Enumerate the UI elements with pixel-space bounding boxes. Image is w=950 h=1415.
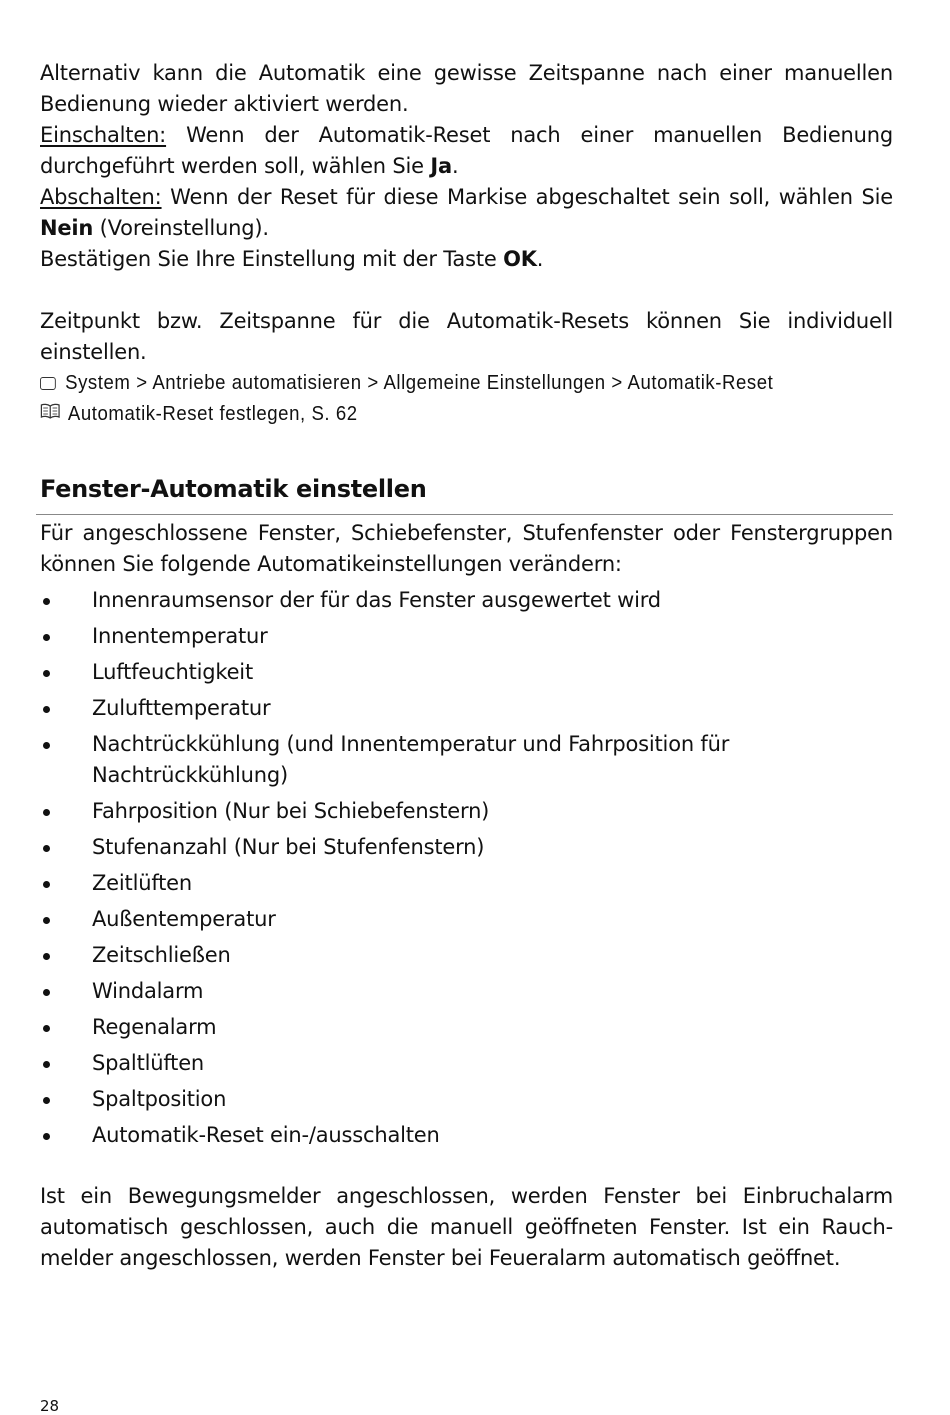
list-item-text: Luftfeuchtigkeit: [92, 660, 253, 684]
page-content: [40, 58, 893, 1274]
list-item-text: Zeitschließen: [92, 943, 231, 967]
list-item-text: Fahrposition (Nur bei Schiebefenstern): [92, 799, 490, 823]
bullet-icon: [43, 953, 50, 960]
abschalten-paragraph: [40, 182, 893, 244]
bullet-icon: [43, 706, 50, 713]
einschalten-paragraph: [40, 120, 893, 182]
confirm-paragraph: [40, 244, 893, 275]
list-item: [40, 940, 893, 971]
bullet-icon: [43, 809, 50, 816]
bullet-icon: [43, 670, 50, 677]
book-icon: [40, 399, 60, 430]
list-item-text: Spaltlüften: [92, 1051, 205, 1075]
abschalten-value: Nein: [40, 216, 94, 240]
list-item: [40, 1084, 893, 1115]
bullet-icon: [43, 845, 50, 852]
list-item: [40, 904, 893, 935]
abschalten-label: Abschalten:: [40, 185, 162, 209]
intro-paragraph: Alternativ kann die Automatik eine gewisse Zeitspanne nach einer manuellen Bedienung wieder aktiviert werden.: [40, 61, 893, 116]
bullet-icon: [43, 881, 50, 888]
list-item-text: Innentemperatur: [92, 624, 268, 648]
einschalten-label: Einschalten:: [40, 123, 167, 147]
bullet-icon: [43, 917, 50, 924]
list-item: [40, 796, 893, 827]
menu-path-line: [40, 368, 833, 399]
list-item-text: Regenalarm: [92, 1015, 217, 1039]
section-lead: Für angeschlossene Fenster, Schiebefenster, Stufenfenster oder Fenstergruppen können Sie folgende Automatikeinstellungen verändern:: [40, 521, 893, 576]
list-item-text: Zeitlüften: [92, 871, 193, 895]
screen-icon: [40, 377, 56, 390]
list-item-text: Automatik-Reset ein-/ausschalten: [92, 1123, 440, 1147]
list-item: [40, 868, 893, 899]
list-item: [40, 1012, 893, 1043]
bullet-icon: [43, 742, 50, 749]
list-item-text: Windalarm: [92, 979, 204, 1003]
confirm-end: .: [536, 247, 544, 271]
list-item: [40, 621, 893, 652]
list-item: [40, 1120, 893, 1151]
list-item: [40, 1048, 893, 1079]
bullet-icon: [43, 634, 50, 641]
bullet-icon: [43, 1025, 50, 1032]
menu-path: System > Antriebe automatisieren > Allgemeine Einstellungen > Automatik-Reset: [65, 372, 774, 394]
bullet-icon: [43, 1133, 50, 1140]
list-item-text: Zulufttemperatur: [92, 696, 271, 720]
einschalten-end: .: [451, 154, 459, 178]
confirm-text: Bestätigen Sie Ihre Einstellung mit der Taste: [40, 247, 504, 271]
bullet-icon: [43, 989, 50, 996]
list-item: [40, 976, 893, 1007]
page-number: 28: [40, 1397, 60, 1415]
abschalten-text: Wenn der Reset für diese Markise abgeschaltet sein soll, wählen Sie: [161, 185, 893, 209]
einschalten-value: Ja: [430, 154, 452, 178]
bullet-icon: [43, 1061, 50, 1068]
reference-line: [40, 399, 833, 430]
section-heading: Fenster-Automatik einstellen: [40, 475, 427, 503]
abschalten-end: (Voreinstellung).: [93, 216, 269, 240]
list-item-text: Außentemperatur: [92, 907, 276, 931]
einschalten-text: Wenn der Automatik-Reset nach einer manuellen Bedienung durchgeführt werden soll, wählen Sie: [40, 123, 893, 178]
list-item-text: Innenraumsensor der für das Fenster ausgewertet wird: [92, 588, 661, 612]
bullet-icon: [43, 598, 50, 605]
list-item-text: Stufenanzahl (Nur bei Stufenfenstern): [92, 835, 485, 859]
list-item: [40, 832, 893, 863]
list-item: [40, 729, 893, 791]
automation-settings-list: [40, 585, 893, 1151]
heading-divider: [36, 514, 893, 515]
individual-paragraph: Zeitpunkt bzw. Zeitspanne für die Automatik-Resets können Sie individuell einstellen.: [40, 309, 893, 364]
bullet-icon: [43, 1097, 50, 1104]
reference-text: Automatik-Reset festlegen, S. 62: [67, 403, 358, 425]
list-item-text: Spaltposition: [92, 1087, 227, 1111]
closing-paragraph: Ist ein Bewegungsmelder angeschlossen, werden Fenster bei Einbruchalarm automatisch geschlossen, auch die manuell geöffneten Fenster. Ist ein Rauch-melder angeschlossen, werden Fenster bei Feueralarm automatisch geöffnet.: [40, 1184, 893, 1270]
list-item: [40, 657, 893, 688]
list-item-text: Nachtrückkühlung (und Innentemperatur und Fahrposition für Nachtrückkühlung): [92, 732, 730, 787]
list-item: [40, 693, 893, 724]
confirm-key: OK: [503, 247, 537, 271]
list-item: [40, 585, 893, 616]
